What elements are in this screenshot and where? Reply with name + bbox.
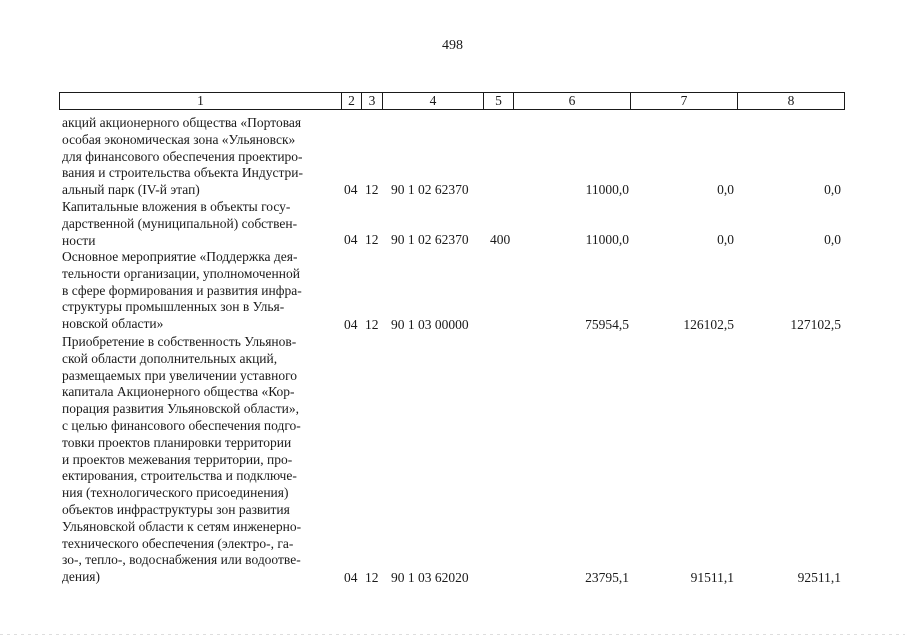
row-1-name: акций акционерного общества «Портовая особая экономическая зона «Ульяновск» для финансового обеспечения проектиро- вания и строительства объекта Индустри- альный парк (IV-й этап) xyxy=(62,115,304,198)
row-4-name: Приобретение в собственность Ульянов- ской области дополнительных акций, размещаемых при увеличении уставного капитала Акционерного общества «Кор- порация развития Ульяновской области», с целью финансового обеспечения подго- товки проектов планировки территории и проектов межевания территории, про- ектирования, строительства и подключе- ния (технологического присоединения) объектов инфраструктуры зон развития Ульяновской области к сетям инженерно- технического обеспечения (электро-, га- зо-, тепло-, водоснабжения или водоотве- дения) xyxy=(62,334,302,585)
header-col-2: 2 xyxy=(342,93,362,109)
row-4-csr: 90 1 03 62020 xyxy=(391,570,469,585)
row-1-year-2: 0,0 xyxy=(717,182,734,197)
row-4-year-2: 91511,1 xyxy=(690,570,734,585)
row-3-pr: 12 xyxy=(365,317,379,332)
row-3-year-1: 75954,5 xyxy=(585,317,629,332)
header-col-7: 7 xyxy=(631,93,738,109)
row-3-csr: 90 1 03 00000 xyxy=(391,317,469,332)
row-3-year-2: 126102,5 xyxy=(683,317,734,332)
page-number: 498 xyxy=(442,38,463,53)
scan-artifact-line xyxy=(0,634,905,635)
row-2-name: Капитальные вложения в объекты госу- дарственной (муниципальной) собствен- ности xyxy=(62,199,298,248)
row-1-rz: 04 xyxy=(344,182,358,197)
row-4-year-1: 23795,1 xyxy=(585,570,629,585)
header-col-5: 5 xyxy=(484,93,514,109)
row-4-year-3: 92511,1 xyxy=(797,570,841,585)
row-2-rz: 04 xyxy=(344,232,358,247)
row-2-year-3: 0,0 xyxy=(824,232,841,247)
row-1-csr: 90 1 02 62370 xyxy=(391,182,469,197)
row-3-name: Основное мероприятие «Поддержка дея- тельности организации, уполномоченной в сфере формирования и развития инфра- структуры промышленных зон в Улья- новской области» xyxy=(62,249,302,332)
header-col-1: 1 xyxy=(60,93,342,109)
row-3-rz: 04 xyxy=(344,317,358,332)
header-col-3: 3 xyxy=(362,93,383,109)
header-col-4: 4 xyxy=(383,93,484,109)
row-2-vr: 400 xyxy=(490,232,511,247)
row-2-csr: 90 1 02 62370 xyxy=(391,232,469,247)
row-2-year-2: 0,0 xyxy=(717,232,734,247)
header-col-8: 8 xyxy=(787,93,795,108)
row-2-year-1: 11000,0 xyxy=(585,232,629,247)
row-1-year-3: 0,0 xyxy=(824,182,841,197)
table-header xyxy=(59,92,845,110)
row-4-rz: 04 xyxy=(344,570,358,585)
header-col-6: 6 xyxy=(514,93,631,109)
row-3-year-3: 127102,5 xyxy=(790,317,841,332)
row-2-pr: 12 xyxy=(365,232,379,247)
row-1-pr: 12 xyxy=(365,182,379,197)
row-1-year-1: 11000,0 xyxy=(585,182,629,197)
row-4-pr: 12 xyxy=(365,570,379,585)
